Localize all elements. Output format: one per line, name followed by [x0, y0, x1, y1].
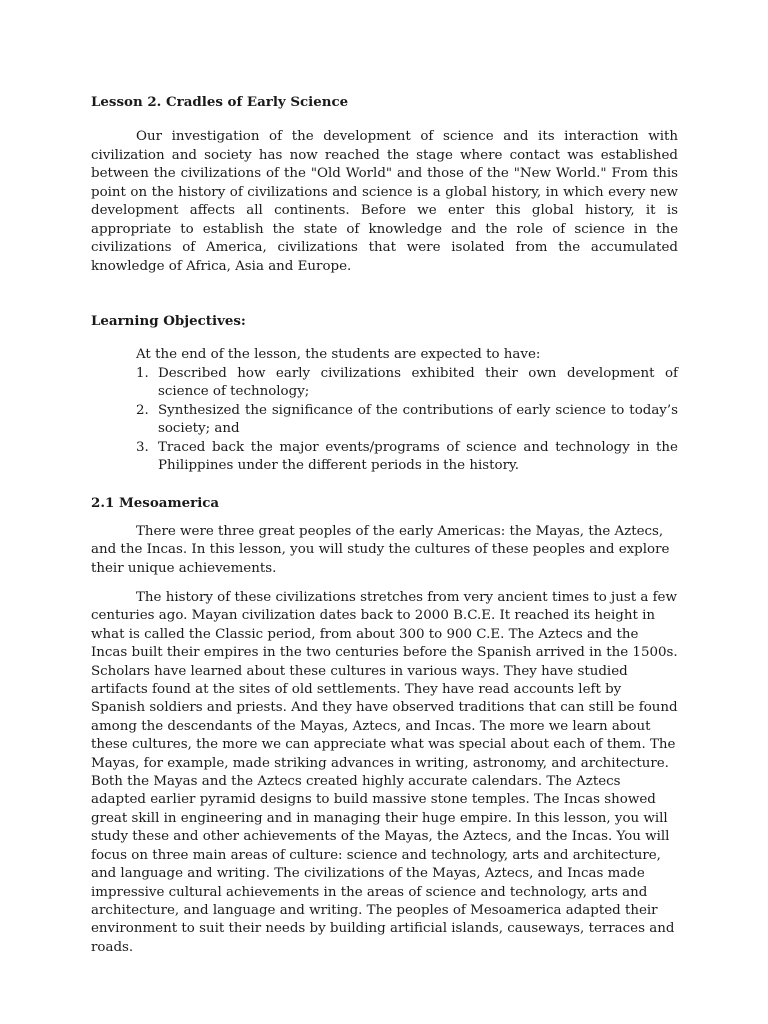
objectives-list	[91, 365, 678, 476]
objectives-heading: Learning Objectives:	[91, 313, 246, 329]
section-paragraph-1: There were three great peoples of the early Americas: the Mayas, the Aztecs, and the Incas. In this lesson, you will study the cultures of these peoples and explore their unique achievements.	[91, 523, 670, 576]
objective-number: 2.	[136, 402, 149, 418]
intro-paragraph: Our investigation of the development of science and its interaction with civilization and society has now reached the stage where contact was established between the civilizations of the "Old World" and those of the "New World." From this point on the history of civilizations and science is a global history, in which every new development affects all continents. Before we enter this global history, it is appropriate to establish the state of knowledge and the role of science in the civilizations of America, civilizations that were isolated from the accumulated knowledge of Africa, Asia and Europe.	[91, 129, 678, 274]
objectives-lead: At the end of the lesson, the students are expected to have:	[136, 347, 541, 362]
lesson-title: Lesson 2. Cradles of Early Science	[91, 94, 349, 110]
objective-item	[91, 402, 678, 439]
objective-item	[91, 365, 678, 402]
section-paragraph-2: The history of these civilizations stretches from very ancient times to just a few centuries ago. Mayan civilization dates back to 2000 B.C.E. It reached its height in what is called the Classic period, from about 300 to 900 C.E. The Aztecs and the Incas built their empires in the two centuries before the Spanish arrived in the 1500s. Scholars have learned about these cultures in various ways. They have studied artifacts found at the sites of old settlements. They have read accounts left by Spanish soldiers and priests. And they have observed traditions that can still be found among the descendants of the Mayas, Aztecs, and Incas. The more we learn about these cultures, the more we can appreciate what was special about each of them. The Mayas, for example, made striking advances in writing, astronomy, and architecture. Both the Mayas and the Aztecs created highly accurate calendars. The Aztecs adapted earlier pyramid designs to build massive stone temples. The Incas showed great skill in engineering and in managing their huge empire. In this lesson, you will study these and other achievements of the Mayas, the Aztecs, and the Incas. You will focus on three main areas of culture: science and technology, arts and architecture, and language and writing. The civilizations of the Mayas, Aztecs, and Incas made impressive cultural achievements in the areas of science and technology, arts and architecture, and language and writing. The peoples of Mesoamerica adapted their environment to suit their needs by building artificial islands, causeways, terraces and roads.	[91, 590, 678, 955]
objective-number: 3.	[136, 439, 149, 455]
section-heading: 2.1 Mesoamerica	[91, 494, 220, 511]
objective-text: Described how early civilizations exhibited their own development of science of technology;	[158, 365, 678, 399]
objective-text: Traced back the major events/programs of science and technology in the Philippines under the different periods in the history.	[158, 439, 678, 473]
objective-item	[91, 439, 678, 476]
objective-text: Synthesized the significance of the contributions of early science to today’s society; and	[158, 402, 678, 436]
objective-number: 1.	[136, 365, 149, 381]
